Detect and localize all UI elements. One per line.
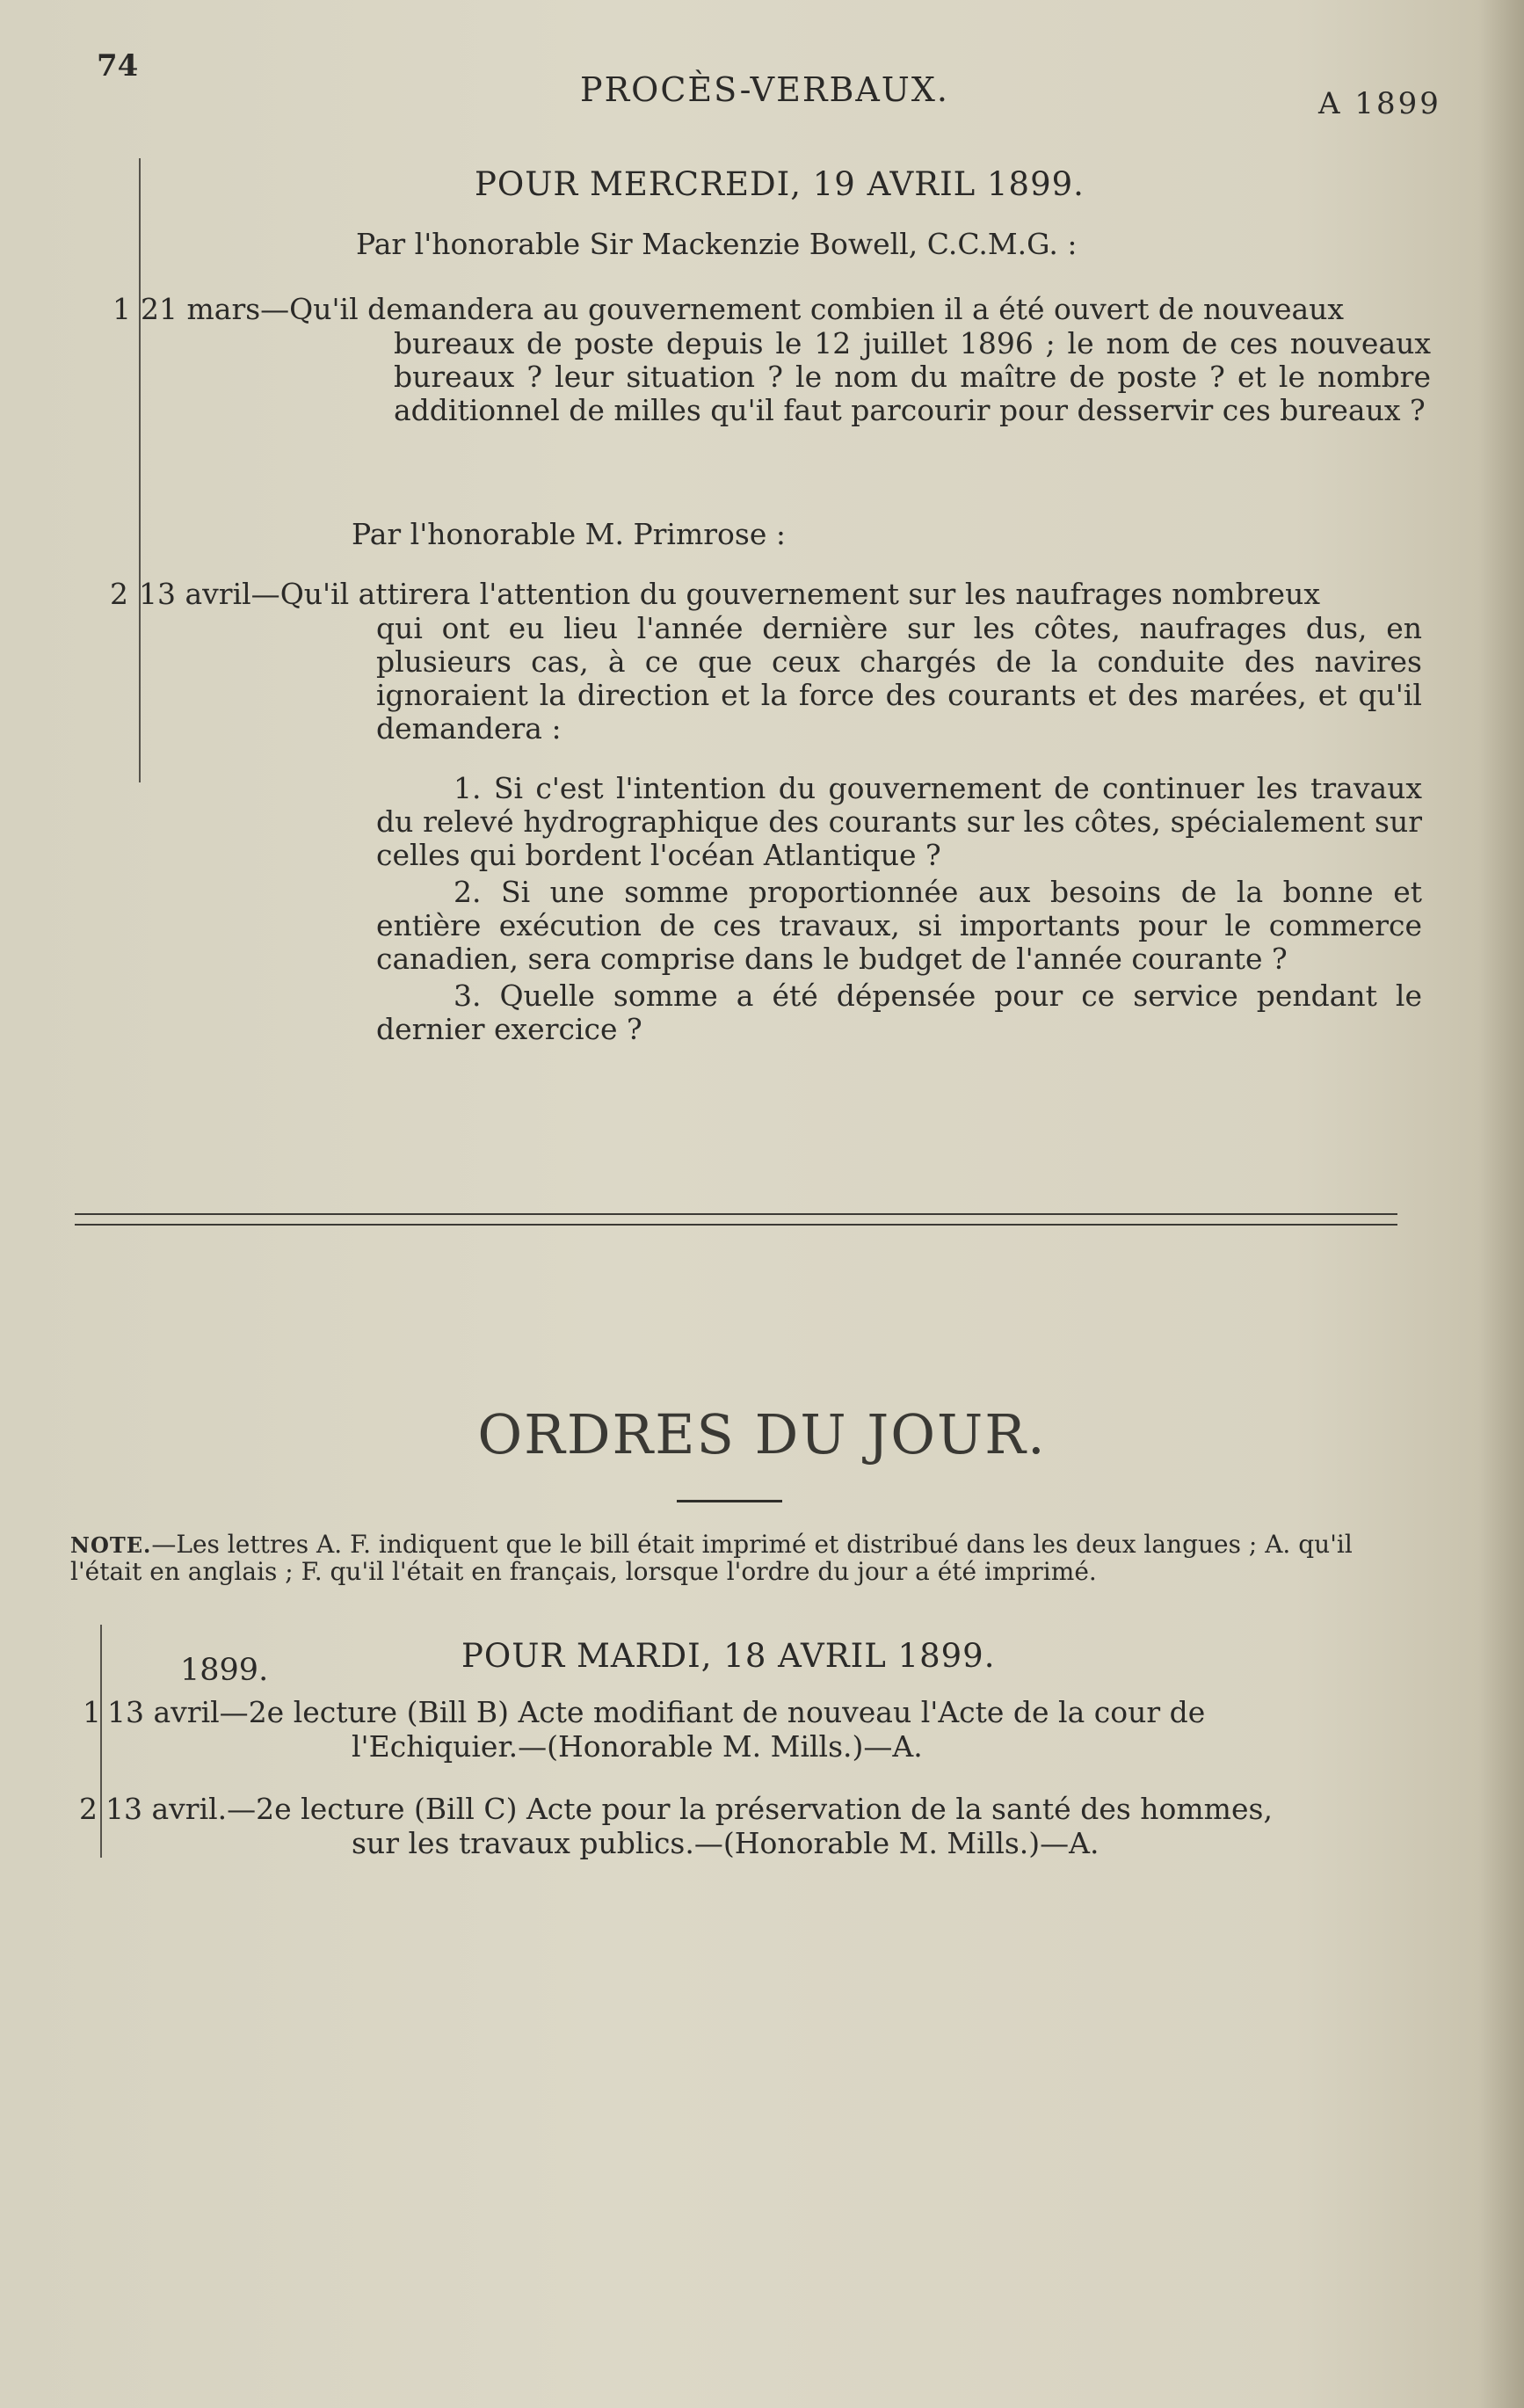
motion-date: 13 avril— [139,577,280,611]
note-paragraph [70,1531,1393,1585]
order-date: 13 avril— [107,1695,249,1729]
order-lead-text: 2e lecture (Bill B) Acte modifiant de nouveau l'Acte de la cour de [248,1695,1206,1729]
motion-sponsor: Par l'honorable Sir Mackenzie Bowell, C.C.M.G. : [356,227,1078,261]
margin-rule [100,1625,102,1858]
year-label: 1899. [180,1653,269,1688]
order-body: l'Echiquier.—(Honorable M. Mills.)—A. [352,1729,923,1764]
motion-body: qui ont eu lieu l'année dernière sur les côtes, naufrages dus, en plusieurs cas, à ce que ceux chargés de la conduite des navires ignoraient la direction et la force des courants et des marées, et qu'il demandera : [376,611,1422,746]
note-text: —Les lettres A. F. indiquent que le bill était imprimé et distribué dans les deux langues ; A. qu'il l'était en anglais ; F. qu'il l'était en français, lorsque l'ordre du jour a été imprimé. [70,1530,1353,1586]
order-number: 2 [79,1792,98,1826]
note-label: NOTE. [70,1532,152,1558]
motion-lead [141,292,1344,326]
order-lead [107,1695,1205,1729]
motion-item: 1. Si c'est l'intention du gouvernement de continuer les travaux du relevé hydrographique des courants sur les côtes, spécialement sur celles qui bordent l'océan Atlantique ? [376,771,1422,872]
order-body: sur les travaux publics.—(Honorable M. Mills.)—A. [352,1826,1099,1860]
running-title: PROCÈS-VERBAUX. [580,70,949,109]
motion-number: 1 [112,292,131,326]
motion-body: bureaux de poste depuis le 12 juillet 1896 ; le nom de ces nouveaux bureaux ? leur situation ? le nom du maître de poste ? et le nombre additionnel de milles qu'il faut parcourir pour desservir ces bureaux ? [394,326,1431,427]
motion-item: 3. Quelle somme a été dépensée pour ce service pendant le dernier exercice ? [376,978,1422,1046]
motion-lead [139,577,1320,611]
title-underline [677,1500,782,1502]
order-lead [105,1792,1273,1826]
motion-lead-text: Qu'il demandera au gouvernement combien il a été ouvert de nouveaux [289,292,1345,326]
order-date: 13 avril.— [105,1792,257,1826]
order-lead-text: 2e lecture (Bill C) Acte pour la préservation de la santé des hommes, [256,1792,1273,1826]
separator-rule [75,1224,1397,1226]
margin-rule [139,158,141,782]
motion-date: 21 mars— [141,292,290,326]
order-number: 1 [83,1695,101,1729]
section-title: ORDRES DU JOUR. [477,1402,1047,1466]
motion-sponsor: Par l'honorable M. Primrose : [352,517,786,551]
section-date-heading: POUR MERCREDI, 19 AVRIL 1899. [475,165,1085,203]
motion-lead-text: Qu'il attirera l'attention du gouvernement sur les naufrages nombreux [279,577,1320,611]
header-year: A 1899 [1318,86,1441,121]
section-date-heading: POUR MARDI, 18 AVRIL 1899. [461,1637,996,1675]
motion-item: 2. Si une somme proportionnée aux besoins de la bonne et entière exécution de ces travaux, si importants pour le commerce canadien, sera comprise dans le budget de l'année courante ? [376,875,1422,976]
motion-number: 2 [110,577,128,611]
page-number: 74 [97,48,139,84]
separator-rule [75,1213,1397,1215]
